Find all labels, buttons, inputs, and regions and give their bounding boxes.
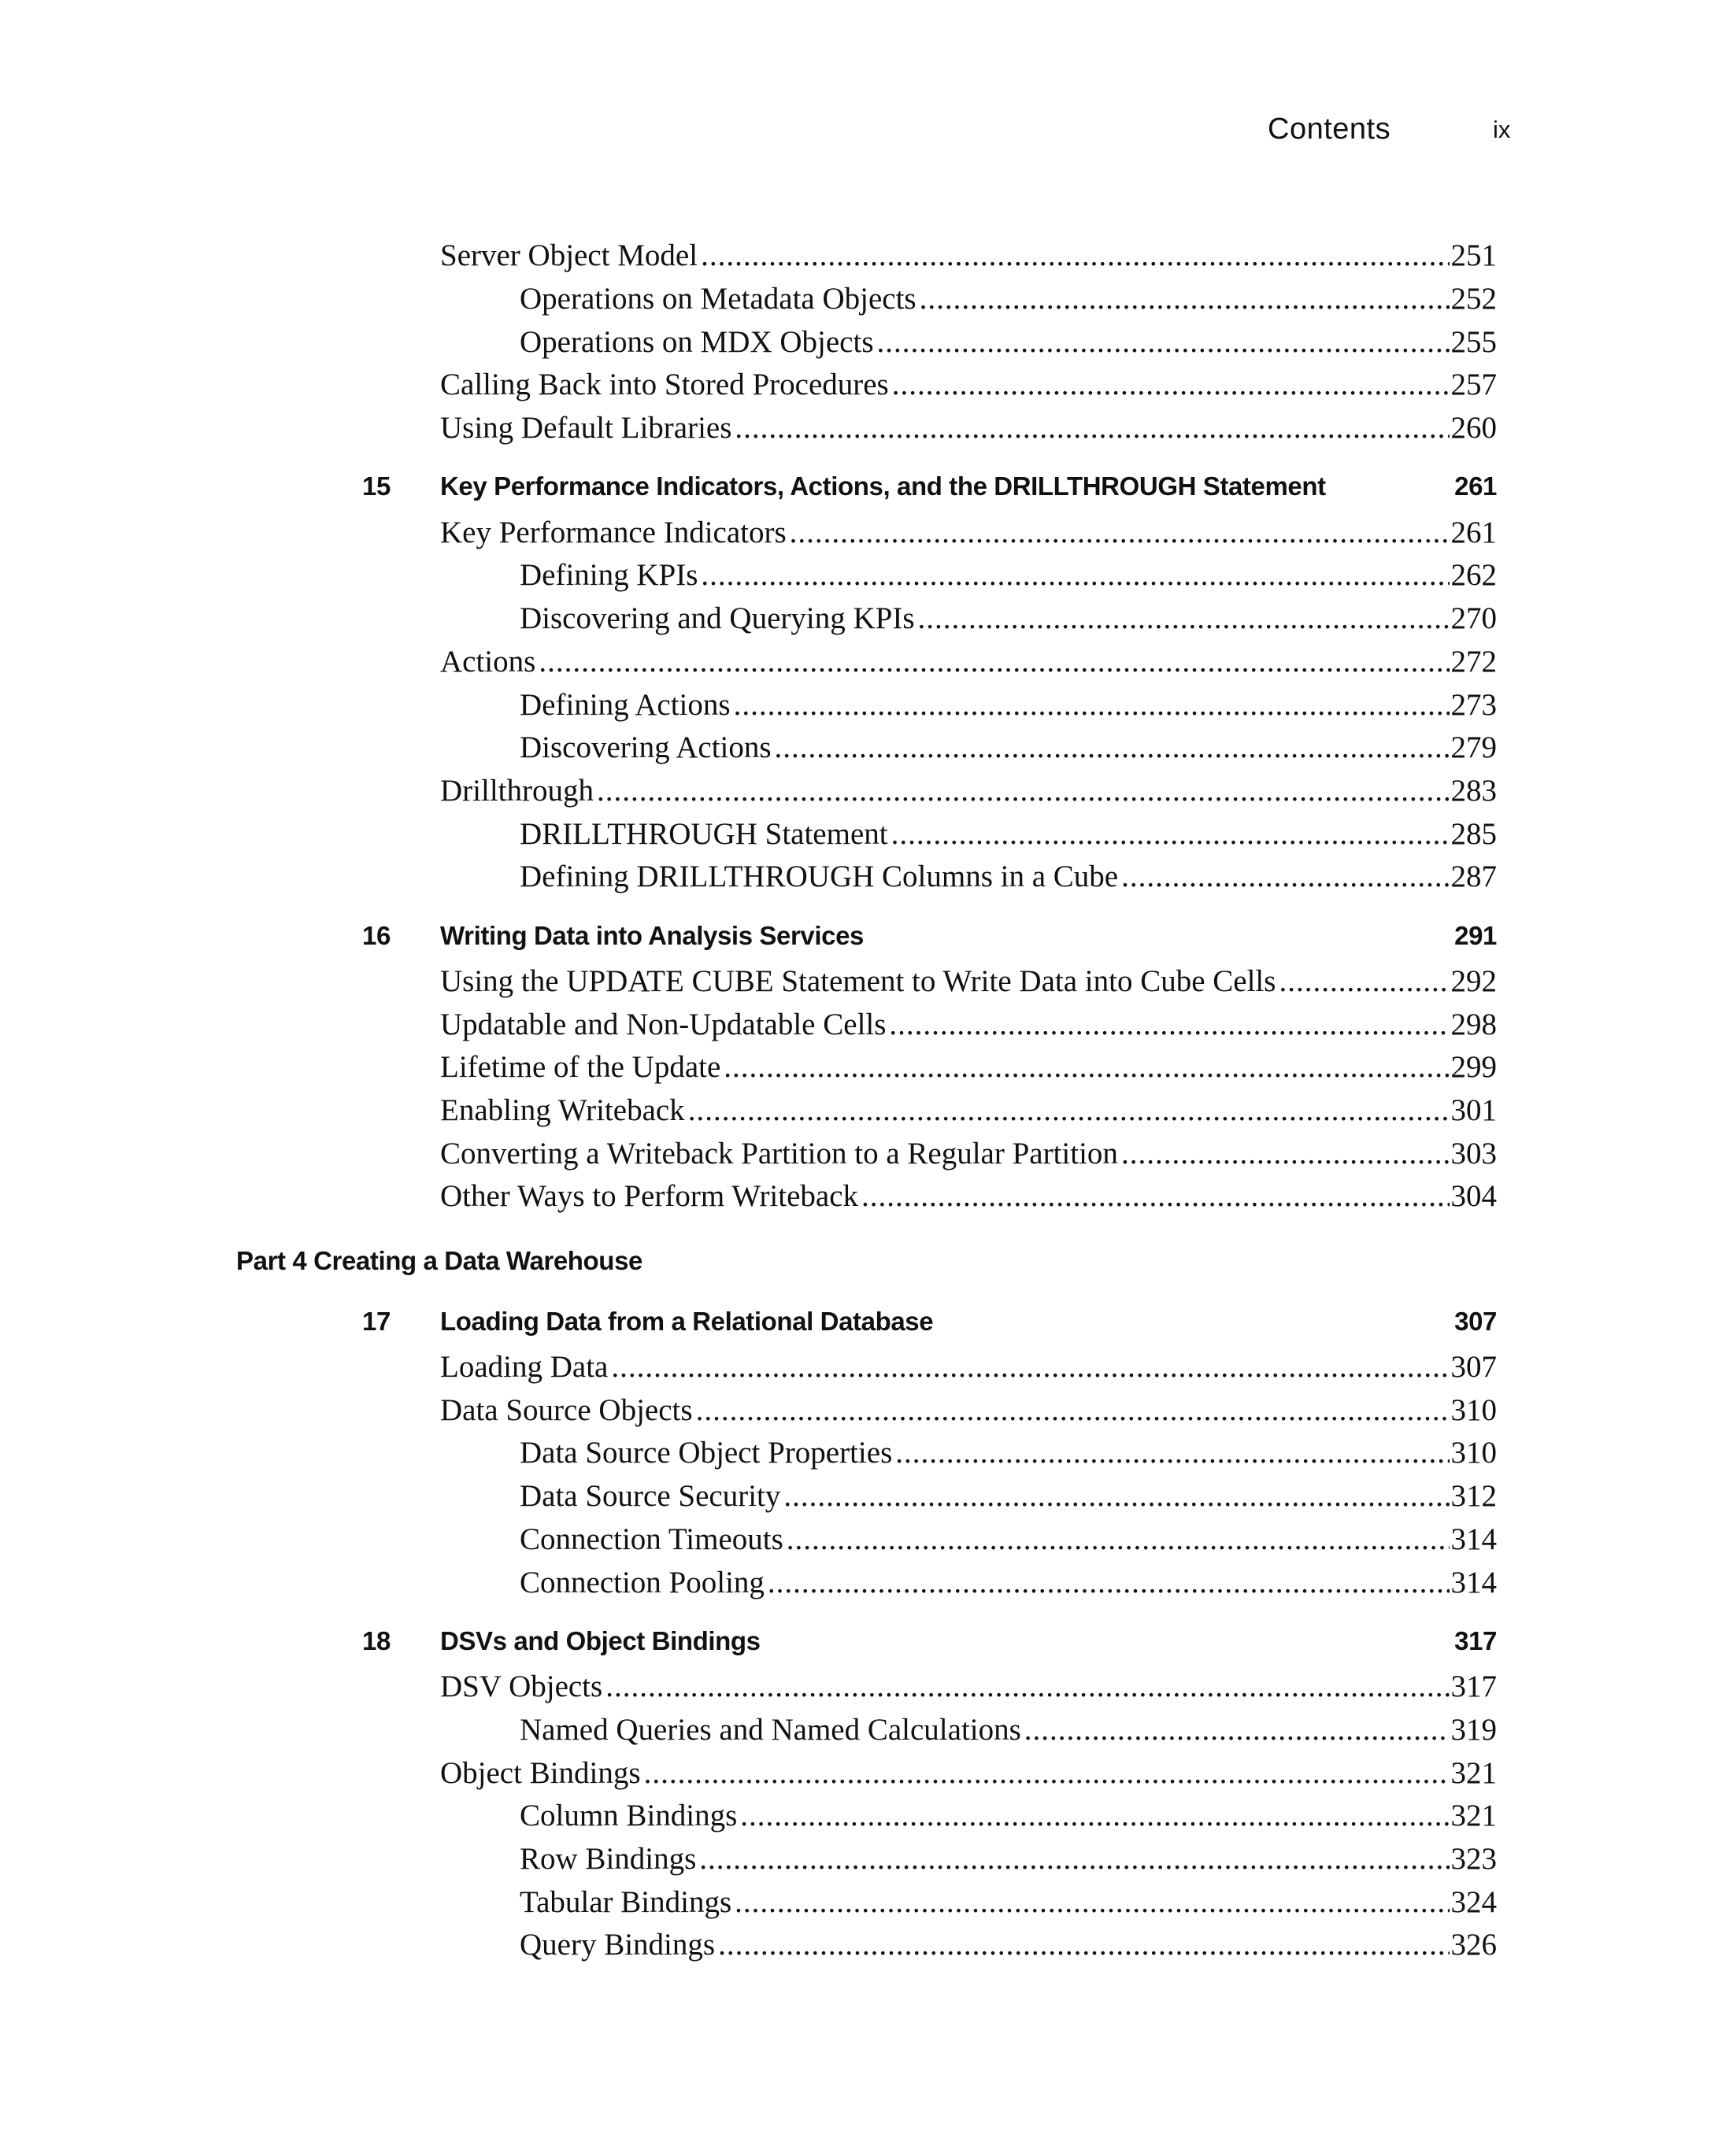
toc-entry[interactable] [236, 1175, 1497, 1219]
toc-entry-title: DRILLTHROUGH Statement [520, 816, 888, 851]
toc-entry-page: 301 [1450, 1093, 1497, 1128]
running-header [0, 113, 1733, 152]
toc-entry[interactable] [236, 1432, 1497, 1475]
chapter-title: Key Performance Indicators, Actions, and the DRILLTHROUGH Statement [440, 472, 1326, 501]
dot-leader [605, 1666, 1449, 1708]
toc-entry[interactable] [236, 812, 1497, 856]
toc-entry[interactable] [236, 597, 1497, 641]
toc-entry[interactable] [236, 1346, 1497, 1389]
toc-entry-page: 292 [1450, 963, 1497, 998]
toc-entry[interactable] [236, 364, 1497, 407]
toc-entry-page: 314 [1450, 1522, 1497, 1556]
chapter-page: 317 [1454, 1625, 1497, 1655]
toc-entry[interactable] [236, 856, 1497, 899]
dot-leader [696, 1389, 1450, 1432]
toc-entry-page: 310 [1450, 1392, 1497, 1427]
toc-entry-page: 319 [1450, 1712, 1497, 1747]
toc-entry-title: Tabular Bindings [520, 1884, 732, 1919]
toc-entry-title: DSV Objects [440, 1670, 603, 1704]
toc-entry-title: Converting a Writeback Partition to a Regular Partition [440, 1136, 1118, 1170]
toc-entry-page: 262 [1450, 558, 1497, 593]
toc-entry[interactable] [236, 641, 1497, 684]
toc-entry[interactable] [236, 407, 1497, 450]
toc-entry[interactable] [236, 1751, 1497, 1795]
chapter-page: 307 [1454, 1306, 1497, 1336]
toc-entry-page: 270 [1450, 601, 1497, 636]
dot-leader [1024, 1709, 1450, 1751]
toc-entry-page: 283 [1450, 773, 1497, 808]
chapter-heading-18[interactable] [236, 1620, 1497, 1662]
toc-entry-title: Operations on MDX Objects [520, 324, 874, 359]
toc-entry[interactable] [236, 235, 1497, 278]
toc-group-chapter-16 [236, 960, 1497, 1219]
toc-entry-title: Using Default Libraries [440, 411, 732, 446]
toc-entry[interactable] [236, 1666, 1497, 1709]
toc-entry[interactable] [236, 1046, 1497, 1089]
toc-entry[interactable] [236, 1709, 1497, 1752]
toc-entry-title: Drillthrough [440, 773, 594, 808]
toc-entry[interactable] [236, 278, 1497, 321]
toc-entry-page: 314 [1450, 1565, 1497, 1599]
toc-entry-page: 310 [1450, 1436, 1497, 1470]
dot-leader [1279, 960, 1449, 1003]
toc-entry[interactable] [236, 683, 1497, 727]
toc-entry-title: Discovering Actions [520, 730, 772, 765]
toc-group-chapter-15 [236, 511, 1497, 898]
dot-leader [611, 1346, 1449, 1389]
toc-entry[interactable] [236, 1475, 1497, 1518]
dot-leader [688, 1089, 1450, 1132]
dot-leader [918, 597, 1450, 640]
toc-entry-page: 257 [1450, 368, 1497, 402]
toc-entry[interactable] [236, 1132, 1497, 1175]
toc-entry-title: Defining Actions [520, 687, 731, 722]
toc-entry[interactable] [236, 1089, 1497, 1133]
chapter-title: Loading Data from a Relational Database [440, 1306, 934, 1336]
toc-entry-page: 260 [1450, 411, 1497, 446]
dot-leader [699, 1838, 1449, 1880]
toc-entry-title: Server Object Model [440, 239, 698, 273]
toc-entry-title: Key Performance Indicators [440, 515, 787, 549]
toc-entry-title: Object Bindings [440, 1755, 641, 1790]
toc-entry-page: 326 [1450, 1928, 1497, 1962]
dot-leader [787, 1518, 1450, 1561]
table-of-contents [236, 235, 1497, 1967]
dot-leader [891, 813, 1450, 856]
toc-entry-title: Defining DRILLTHROUGH Columns in a Cube [520, 860, 1119, 894]
toc-entry-title: Query Bindings [520, 1928, 716, 1962]
dot-leader [783, 1475, 1449, 1518]
toc-entry[interactable] [236, 1838, 1497, 1881]
toc-entry-title: Discovering and Querying KPIs [520, 601, 915, 636]
dot-leader [597, 770, 1450, 812]
toc-entry-page: 279 [1450, 730, 1497, 765]
toc-entry-title: Updatable and Non-Updatable Cells [440, 1007, 887, 1041]
dot-leader [724, 1046, 1449, 1089]
toc-group-chapter-17 [236, 1346, 1497, 1604]
toc-entry-page: 317 [1450, 1670, 1497, 1704]
toc-entry-page: 285 [1450, 816, 1497, 851]
dot-leader [539, 641, 1449, 683]
toc-entry-page: 252 [1450, 282, 1497, 316]
toc-entry-page: 287 [1450, 860, 1497, 894]
part-label: Part 4 Creating a Data Warehouse [236, 1245, 642, 1275]
toc-entry[interactable] [236, 1389, 1497, 1432]
toc-entry-title: Row Bindings [520, 1841, 697, 1876]
dot-leader [734, 684, 1450, 727]
toc-entry[interactable] [236, 1003, 1497, 1046]
toc-entry-page: 324 [1450, 1884, 1497, 1919]
toc-entry-title: Column Bindings [520, 1799, 738, 1833]
toc-entry-page: 272 [1450, 644, 1497, 679]
dot-leader [892, 364, 1450, 406]
chapter-number: 15 [362, 472, 391, 501]
toc-entry-page: 321 [1450, 1755, 1497, 1790]
toc-entry[interactable] [236, 770, 1497, 813]
toc-entry-title: Data Source Security [520, 1479, 781, 1514]
toc-entry-page: 321 [1450, 1799, 1497, 1833]
chapter-number: 16 [362, 920, 391, 950]
toc-entry-page: 261 [1450, 515, 1497, 549]
toc-entry[interactable] [236, 1795, 1497, 1838]
toc-entry-title: Loading Data [440, 1350, 609, 1385]
dot-leader [889, 1004, 1449, 1046]
toc-entry-page: 298 [1450, 1007, 1497, 1041]
toc-entry[interactable] [236, 554, 1497, 597]
running-header-title: Contents [1268, 113, 1391, 146]
dot-leader [701, 235, 1449, 277]
chapter-heading-16[interactable] [236, 915, 1497, 957]
chapter-title: DSVs and Object Bindings [440, 1625, 761, 1655]
running-header-page-number: ix [1493, 116, 1511, 143]
toc-entry[interactable] [236, 1561, 1497, 1604]
dot-leader [861, 1175, 1449, 1218]
toc-entry[interactable] [236, 511, 1497, 554]
toc-group-chapter-18 [236, 1666, 1497, 1967]
toc-entry[interactable] [236, 960, 1497, 1004]
toc-entry-title: Data Source Objects [440, 1392, 693, 1427]
toc-entry-title: Operations on Metadata Objects [520, 282, 916, 316]
dot-leader [701, 554, 1449, 597]
toc-entry-title: Lifetime of the Update [440, 1050, 721, 1085]
chapter-number: 18 [362, 1625, 391, 1655]
chapter-page: 291 [1454, 920, 1497, 950]
toc-entry[interactable] [236, 1924, 1497, 1967]
dot-leader [895, 1432, 1449, 1474]
toc-entry-page: 303 [1450, 1136, 1497, 1170]
chapter-page: 261 [1454, 472, 1497, 501]
chapter-number: 17 [362, 1306, 391, 1336]
dot-leader [735, 1881, 1449, 1924]
toc-entry-title: Connection Timeouts [520, 1522, 783, 1556]
toc-entry-title: Using the UPDATE CUBE Statement to Write Data into Cube Cells [440, 963, 1276, 998]
dot-leader [735, 407, 1449, 449]
toc-group-continuation [236, 235, 1497, 449]
toc-entry-title: Defining KPIs [520, 558, 698, 593]
dot-leader [1121, 856, 1449, 898]
part-heading-4[interactable] [236, 1237, 1497, 1285]
dot-leader [1121, 1133, 1450, 1175]
dot-leader [775, 727, 1450, 769]
dot-leader [718, 1924, 1449, 1966]
toc-entry-page: 312 [1450, 1479, 1497, 1514]
dot-leader [740, 1795, 1449, 1837]
toc-entry-title: Named Queries and Named Calculations [520, 1712, 1021, 1747]
toc-entry-title: Actions [440, 644, 536, 679]
toc-entry-page: 251 [1450, 239, 1497, 273]
dot-leader [790, 512, 1450, 554]
dot-leader [920, 278, 1450, 320]
dot-leader [768, 1562, 1450, 1604]
toc-entry[interactable] [236, 727, 1497, 770]
toc-entry-title: Calling Back into Stored Procedures [440, 368, 889, 402]
dot-leader [877, 321, 1450, 364]
chapter-heading-17[interactable] [236, 1300, 1497, 1343]
chapter-heading-15[interactable] [236, 465, 1497, 508]
toc-entry-page: 273 [1450, 687, 1497, 722]
dot-leader [644, 1752, 1450, 1795]
toc-entry-page: 323 [1450, 1841, 1497, 1876]
toc-entry[interactable] [236, 320, 1497, 364]
toc-entry-title: Other Ways to Perform Writeback [440, 1179, 859, 1214]
toc-entry-title: Enabling Writeback [440, 1093, 685, 1128]
toc-entry-title: Data Source Object Properties [520, 1436, 893, 1470]
toc-entry-page: 307 [1450, 1350, 1497, 1385]
toc-entry-page: 299 [1450, 1050, 1497, 1085]
toc-entry[interactable] [236, 1518, 1497, 1562]
toc-entry-page: 304 [1450, 1179, 1497, 1214]
toc-entry-title: Connection Pooling [520, 1565, 765, 1599]
toc-entry-page: 255 [1450, 324, 1497, 359]
chapter-title: Writing Data into Analysis Services [440, 920, 865, 950]
toc-entry[interactable] [236, 1880, 1497, 1924]
